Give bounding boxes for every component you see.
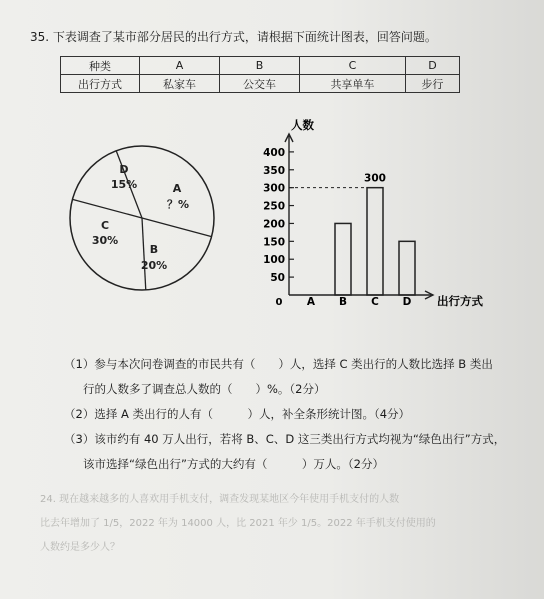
pie-value-d: 15% xyxy=(110,178,138,191)
bleed-line-3: 人数约是多少人？ xyxy=(40,542,120,553)
bar-d xyxy=(399,241,415,295)
pie-label-d: D xyxy=(119,163,129,176)
bleed-line-2: 比去年增加了 1/5，2022 年为 14000 人，比 2021 年少 1/5。2022 年手机支付使用的 xyxy=(40,518,436,529)
question-1-line-1: （1）参与本次问卷调查的市民共有（ ）人，选择 C 类出行的人数比选择 B 类出 xyxy=(64,357,493,371)
bar-y-tick-label: 100 xyxy=(263,254,285,267)
question-3-line-1: （3）该市约有 40 万人出行，若将 B、C、D 这三类出行方式均视为“绿色出行”方式， xyxy=(64,432,506,446)
bar-y-tick-label: 400 xyxy=(263,146,285,159)
bar-c xyxy=(367,188,383,295)
table-cell-c: 共享单车 xyxy=(300,75,406,93)
pie-label-b: B xyxy=(149,243,159,256)
bleed-through-text xyxy=(40,488,436,560)
question-3-line-2: 该市选择“绿色出行”方式的大约有（ ）万人。（2分） xyxy=(83,457,384,471)
bar-origin-label: 0 xyxy=(275,297,283,308)
pie-divider-c xyxy=(142,218,146,290)
bar-y-tick-label: 350 xyxy=(263,164,285,177)
table-value-row xyxy=(61,75,460,93)
survey-table xyxy=(60,56,460,93)
pie-value-b: 20% xyxy=(140,259,168,272)
bleed-line-1: 24. 现在越来越多的人喜欢用手机支付，调查发现某地区今年使用手机支付的人数 xyxy=(40,494,400,505)
pie-divider-d xyxy=(72,199,142,218)
bar-chart xyxy=(255,112,495,316)
bar-category-label-d: D xyxy=(402,296,412,308)
table-col-d: D xyxy=(405,57,459,75)
table-header-row xyxy=(61,57,460,75)
pie-label-a: A xyxy=(172,182,182,195)
table-col-a: A xyxy=(140,57,220,75)
table-cell-a: 私家车 xyxy=(140,75,220,93)
bar-y-tick-label: 250 xyxy=(263,200,285,213)
bar-category-label-a: A xyxy=(306,296,316,308)
bar-y-axis-label: 人数 xyxy=(291,118,314,132)
pie-value-c: 30% xyxy=(91,234,119,247)
bar-category-label-b: B xyxy=(338,296,348,308)
bar-y-tick-label: 200 xyxy=(263,218,285,231)
table-row-label: 出行方式 xyxy=(61,75,140,93)
table-col-b: B xyxy=(220,57,300,75)
bar-data-label-c: 300 xyxy=(364,172,386,185)
bar-y-tick-label: 150 xyxy=(263,236,285,249)
question-list xyxy=(64,352,505,477)
table-cell-b: 公交车 xyxy=(220,75,300,93)
bar-b xyxy=(335,223,351,295)
bar-x-axis-label: 出行方式 xyxy=(437,294,483,308)
question-title: 35. 下表调查了某市部分居民的出行方式，请根据下面统计图表，回答问题。 xyxy=(30,30,437,44)
question-1-line-2: 行的人数多了调查总人数的（ ）%。（2分） xyxy=(83,382,326,396)
question-2: （2）选择 A 类出行的人有（ ）人，补全条形统计图。（4分） xyxy=(64,407,411,421)
table-cell-d: 步行 xyxy=(405,75,459,93)
pie-value-a: ？% xyxy=(166,198,190,211)
bar-y-tick-label: 300 xyxy=(263,182,285,195)
table-col-c: C xyxy=(300,57,406,75)
bar-category-label-c: C xyxy=(371,296,379,308)
bar-y-tick-label: 50 xyxy=(270,272,285,285)
pie-label-c: C xyxy=(100,219,110,232)
pie-divider-b xyxy=(142,218,212,237)
table-header-label: 种类 xyxy=(61,57,140,75)
pie-chart xyxy=(62,138,222,302)
